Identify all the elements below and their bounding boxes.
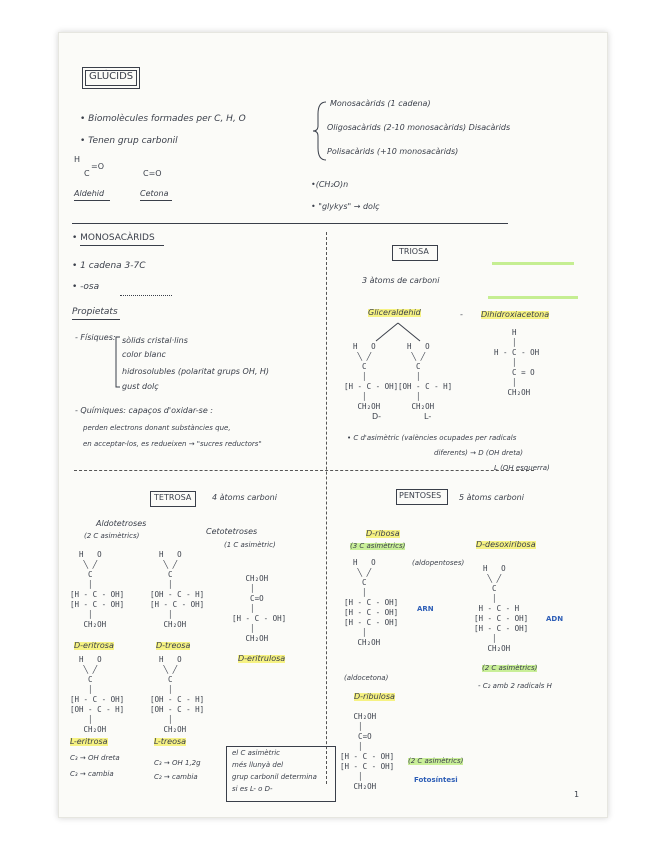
intro-bullet-1: • Biomolècules formades per C, H, O bbox=[80, 114, 246, 124]
monosacarids-underline bbox=[80, 245, 164, 246]
triosa-carbonis: 3 àtoms de carboni bbox=[362, 276, 440, 285]
aldehid-h: H bbox=[74, 155, 81, 164]
quimiques-2: en acceptar-los, es redueixen → "sucres reductors" bbox=[83, 440, 262, 448]
desoxi-c1-note: - C₂ amb 2 radicals H bbox=[478, 682, 552, 690]
dihidroxiacetona-label: Dihidroxiacetona bbox=[481, 310, 550, 319]
d-isomer-label: D- bbox=[372, 412, 382, 421]
fisiques-4: gust dolç bbox=[122, 382, 159, 391]
l-eritrosa-label: L-eritrosa bbox=[70, 737, 108, 746]
d-eritrulosa-label: D-eritrulosa bbox=[238, 654, 286, 663]
section-divider-middle bbox=[74, 470, 534, 471]
quimiques-label: - Químiques: capaços d'oxidar-se : bbox=[75, 406, 213, 415]
desoxi-asim: (2 C asimètrics) bbox=[482, 664, 538, 672]
d-eritrosa-structure: H O ╲ ╱ C │ [H - C - OH] [H - C - OH] │ CH₂OH bbox=[70, 550, 125, 629]
monosacarids-cadena: • 1 cadena 3-7C bbox=[72, 261, 146, 271]
gliceraldehid-branch bbox=[374, 322, 422, 342]
d-eritrulosa-structure: CH₂OH │ C=O │ [H - C - OH] │ CH₂OH bbox=[232, 574, 287, 643]
oligosacarids-type: Oligosacàrids (2-10 monosacàrids) Disacàrids bbox=[327, 123, 511, 132]
fisiques-bracket bbox=[114, 336, 122, 388]
cetotetroses-asim: (1 C asimètric) bbox=[224, 541, 276, 549]
l-treosa-label: L-treosa bbox=[154, 737, 187, 746]
intro-bullet-2: • Tenen grup carbonil bbox=[80, 136, 178, 146]
l-isomer-label: L- bbox=[424, 412, 432, 421]
aldocetona-label: (aldocetona) bbox=[344, 674, 389, 682]
c4-rule: C₃ → OH dreta bbox=[70, 754, 120, 762]
cetona-underline bbox=[140, 200, 172, 201]
triosa-dash: - bbox=[460, 310, 463, 319]
cetona-formula: C=O bbox=[143, 169, 162, 178]
tetrosa-carbonis: 4 àtoms carboni bbox=[212, 493, 277, 502]
ribosa-asim: (3 C asimètrics) bbox=[350, 542, 406, 550]
triosa-heading: TRIOSA bbox=[399, 247, 429, 256]
monosacarids-heading: • MONOSACÀRIDS bbox=[72, 233, 155, 243]
d-desoxiribosa-structure: H O ╲ ╱ C │ H - C - H [H - C - OH] [H - C - OH] │ CH₂OH bbox=[474, 564, 529, 653]
triosa-highlight-2 bbox=[488, 296, 578, 299]
c-asimetric-3: L (OH esquerra) bbox=[494, 464, 550, 472]
monosacarids-osa: • -osa bbox=[72, 282, 100, 292]
aldehid-c: C bbox=[84, 169, 90, 178]
fisiques-1: sòlids cristal·lins bbox=[122, 336, 188, 345]
note-line-4: si es L- o D- bbox=[232, 785, 273, 793]
d-desoxiribosa-label: D-desoxiribosa bbox=[476, 540, 536, 549]
l-eritrosa-structure: H O ╲ ╱ C │ [H - C - OH] [OH - C - H] │ CH₂OH bbox=[70, 655, 125, 734]
gliceraldehid-label: Gliceraldehid bbox=[368, 308, 421, 317]
propietats-underline bbox=[72, 319, 120, 320]
d-ribosa-structure: H O ╲ ╱ C │ [H - C - OH] [H - C - OH] [H - C - OH] │ CH₂OH bbox=[344, 558, 399, 647]
pentoses-heading: PENTOSES bbox=[399, 491, 442, 500]
fisiques-label: - Físiques: bbox=[75, 333, 116, 342]
d-treosa-structure: H O ╲ ╱ C │ [OH - C - H] [H - C - OH] │ CH₂OH bbox=[150, 550, 205, 629]
arn-label: ARN bbox=[417, 605, 434, 613]
c1-rule: C₃ → cambia bbox=[70, 770, 114, 778]
aldehid-label: Aldehid bbox=[74, 189, 105, 198]
d-ribulosa-structure: CH₂OH │ C=O │ [H - C - OH] [H - C - OH] │ CH₂OH bbox=[340, 712, 395, 791]
ribulosa-asim: (2 C asimètrics) bbox=[408, 757, 464, 765]
l-treosa-structure: H O ╲ ╱ C │ [OH - C - H] [OH - C - H] │ CH₂OH bbox=[150, 655, 205, 734]
note-line-2: més llunyà del bbox=[232, 761, 284, 769]
triosa-highlight bbox=[492, 262, 574, 265]
d-ribosa-label: D-ribosa bbox=[366, 529, 400, 538]
note-line-3: grup carbonil determina bbox=[232, 773, 317, 781]
page-title: GLÚCIDS bbox=[89, 71, 134, 82]
osa-line bbox=[120, 295, 172, 296]
c2-rule: C₂ → cambia bbox=[154, 773, 198, 781]
fisiques-3: hidrosolubles (polaritat grups OH, H) bbox=[122, 367, 270, 376]
glykys-etymology: • "glykys" → dolç bbox=[311, 202, 380, 211]
adn-label: ADN bbox=[546, 615, 564, 623]
general-formula: •(CH₂O)n bbox=[311, 180, 349, 189]
aldehid-o: =O bbox=[91, 162, 104, 171]
cetotetroses-label: Cetotetroses bbox=[206, 527, 258, 536]
polisacarids-type: Polisacàrids (+10 monosacàrids) bbox=[327, 147, 459, 156]
monosacarids-type: Monosacàrids (1 cadena) bbox=[330, 99, 431, 108]
l-gliceraldehid-structure: H O ╲ ╱ C │ [OH - C - H] │ CH₂OH bbox=[398, 342, 453, 411]
c3-rule: C₃ → OH 1,2g bbox=[154, 759, 201, 767]
fisiques-2: color blanc bbox=[122, 350, 166, 359]
aldopentoses-label: (aldopentoses) bbox=[412, 559, 465, 567]
center-divider bbox=[326, 232, 327, 784]
section-divider-top bbox=[72, 223, 508, 224]
dihidroxiacetona-structure: H │ H - C - OH │ C = O │ CH₂OH bbox=[494, 328, 540, 397]
d-treosa-label: D-treosa bbox=[156, 641, 191, 650]
pentoses-carbonis: 5 àtoms carboni bbox=[459, 493, 524, 502]
d-gliceraldehid-structure: H O ╲ ╱ C │ [H - C - OH] │ CH₂OH bbox=[344, 342, 399, 411]
d-ribulosa-label: D-ribulosa bbox=[354, 692, 395, 701]
cetona-label: Cetona bbox=[140, 189, 169, 198]
tetrosa-heading: TETROSA bbox=[154, 493, 192, 502]
note-line-1: el C asimètric bbox=[232, 749, 281, 757]
d-eritrosa-label: D-eritrosa bbox=[74, 641, 114, 650]
fotosintesi-label: Fotosíntesi bbox=[414, 776, 458, 784]
aldotetroses-asim: (2 C asimètrics) bbox=[84, 532, 140, 540]
aldotetroses-label: Aldotetroses bbox=[96, 519, 147, 528]
propietats-heading: Propietats bbox=[72, 307, 118, 317]
c-asimetric-1: • C d'asimètric (valències ocupades per radicals bbox=[347, 434, 517, 442]
quimiques-1: perden electrons donant substàncies que, bbox=[83, 424, 231, 432]
c-asimetric-2: diferents) → D (OH dreta) bbox=[434, 449, 523, 457]
page-number: 1 bbox=[574, 790, 580, 799]
aldehid-underline bbox=[74, 200, 110, 201]
